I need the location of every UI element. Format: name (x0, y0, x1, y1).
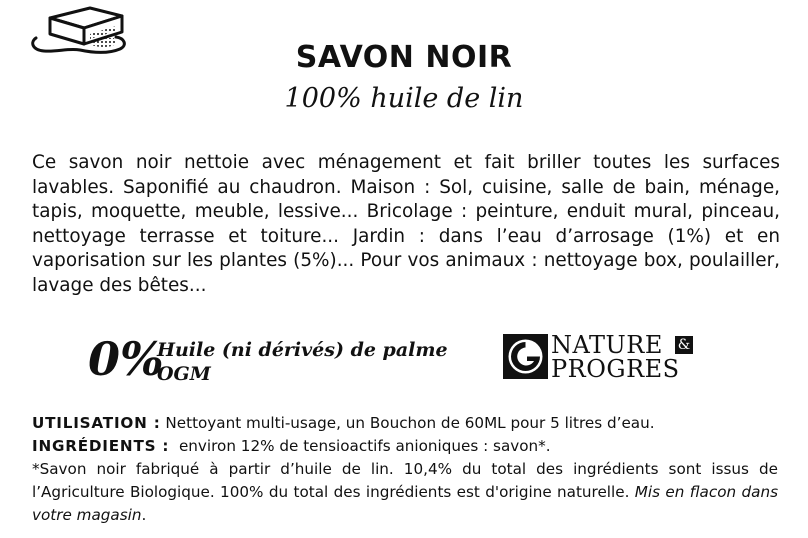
nature-progres-logo (503, 333, 693, 381)
ingredients-label: INGRÉDIENTS : (32, 437, 170, 455)
zero-percent-badge: 0% (88, 332, 164, 386)
product-title: SAVON NOIR (295, 40, 513, 75)
utilisation-row (32, 412, 778, 435)
product-details (32, 412, 778, 527)
claim-palm-oil: Huile (ni dérivés) de palme (157, 339, 448, 361)
footnote (32, 458, 778, 527)
free-from-claims (157, 338, 448, 386)
product-description: Ce savon noir nettoie avec ménagement et fait briller toutes les surfaces lavables. Saponifié au chaudron. Maison : Sol, cuisine, salle de bain, ménage, tapis, moquette, meuble, lessive... Bricolage : peinture, enduit mural, pinceau, nettoyage terrasse et toiture... Jardin : dans l’eau d’arrosage (1%) et en vaporisation sur les plantes (5%)... Pour vos animaux : nettoyage box, poulailler, lavage des bêtes... (32, 152, 780, 296)
utilisation-text: Nettoyant multi-usage, un Bouchon de 60ML pour 5 litres d’eau. (160, 414, 655, 432)
footnote-end: . (141, 506, 147, 524)
footnote-text: *Savon noir fabriqué à partir d’huile de lin. 10,4% du total des ingrédients sont issus de l’Agriculture Biologique. 100% du total des ingrédients est d'origine naturelle. (32, 460, 778, 501)
ingredients-row (32, 435, 778, 458)
utilisation-label: UTILISATION : (32, 414, 161, 432)
nature-progres-ampersand: & (675, 336, 693, 354)
product-subtitle: 100% huile de lin (284, 83, 524, 114)
nature-progres-line2: PROGRES (551, 355, 680, 383)
claim-gmo: OGM (157, 363, 211, 385)
nature-progres-line1: NATURE (551, 331, 663, 359)
ingredients-text: environ 12% de tensioactifs anioniques : savon*. (169, 437, 551, 455)
nature-progres-emblem-icon (503, 334, 548, 379)
footnote-italic: Mis en flacon dans votre magasin (32, 483, 778, 524)
